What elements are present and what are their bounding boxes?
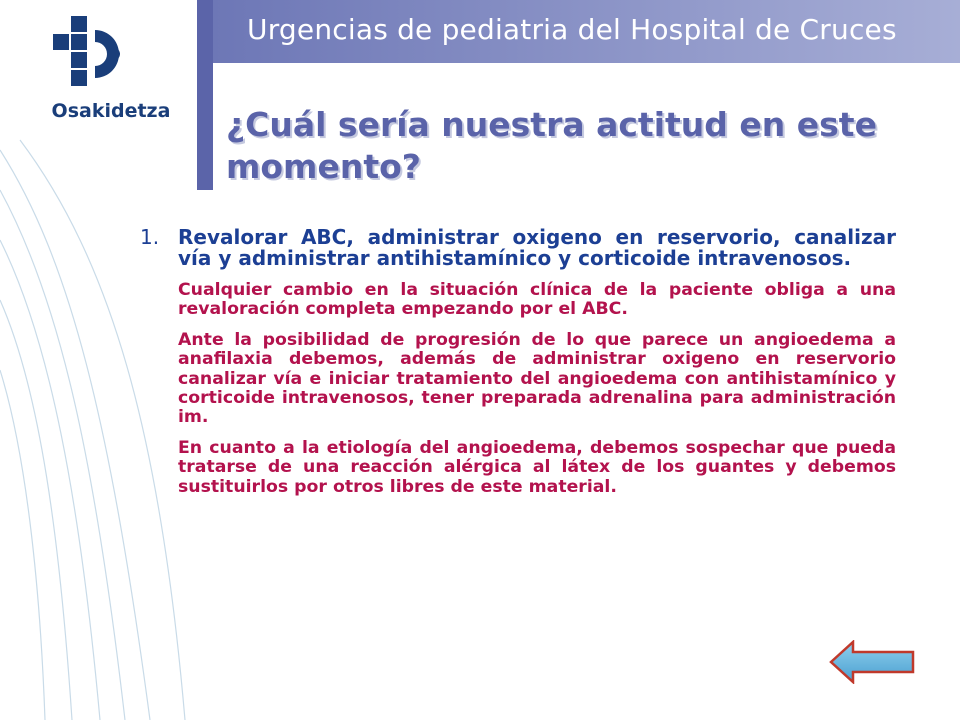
- accent-bar: [197, 0, 213, 190]
- paragraph-anaphylaxis: Ante la posibilidad de progresión de lo que parece un angioedema a anafilaxia debemos, además de administrar oxigeno en reservorio canalizar vía e iniciar tratamiento del angioedema con antihistamínico y corticoide intravenosos, tener preparada adrenalina para administración im.: [178, 329, 896, 428]
- logo-text: Osakidetza: [51, 100, 171, 122]
- osakidetza-emblem-icon: [36, 14, 186, 100]
- slide-title: ¿Cuál sería nuestra actitud en este momento?: [226, 105, 877, 186]
- slide-content: [140, 227, 896, 508]
- paragraph-etiology: En cuanto a la etiología del angioedema, debemos sospechar que pueda tratarse de una reacción alérgica al látex de los guantes y debemos sustituirlos por otros libres de este material.: [178, 437, 896, 497]
- paragraph-reassessment: Cualquier cambio en la situación clínica de la paciente obliga a una revaloración completa empezando por el ABC.: [178, 280, 896, 320]
- header-title: Urgencias de pediatria del Hospital de Cruces: [247, 13, 897, 46]
- list-item-number: 1.: [140, 225, 160, 249]
- back-button[interactable]: [829, 640, 915, 684]
- arrow-left-icon: [829, 640, 915, 684]
- list-item: [140, 227, 896, 269]
- list-item-text: Revalorar ABC, administrar oxigeno en reservorio, canalizar vía y administrar antihistamínico y corticoide intravenosos.: [178, 225, 896, 270]
- osakidetza-logo: [36, 14, 186, 134]
